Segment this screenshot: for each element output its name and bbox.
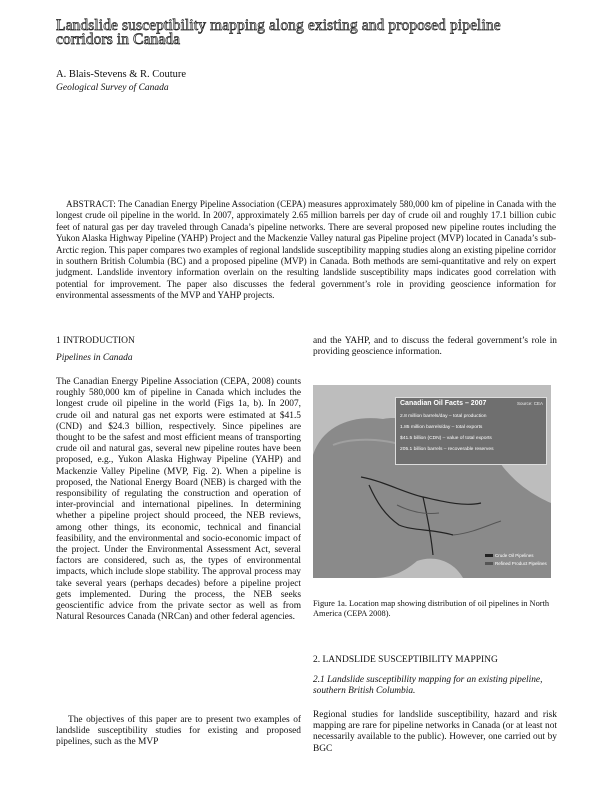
oil-fact-reserves: 205.1 billion barrels – recoverable reserves (400, 447, 494, 452)
figure-1a-map (313, 385, 551, 578)
section-1-subheading: Pipelines in Canada (56, 353, 133, 363)
oil-fact-export-value: $41.5 billion (CDN) – value of total exports (400, 436, 492, 441)
section-1-paragraph-1: The Canadian Energy Pipeline Association (CEPA, 2008) counts roughly 580,000 km of pipeline in Canada which includes the longest crude oil pipeline in the world (Figs 1a, b). In 2007, crude oil and natural gas net exports were estimated at $41.5 (CND) and $24.3 billion, respectively. Since pipelines are thought to be the safest and most efficient means of transporting crude oil and natural gas, several new pipeline routes have been proposed, e.g., Yukon Alaska Highway Pipeline (YAHP) and Mackenzie Valley Pipeline (MVP, Fig. 2). When a pipeline is proposed, the National Energy Board (NEB) is charged with the responsibility of regulating the construction and operation of inter-provincial and international pipelines. In determining whether a pipeline project should proceed, the NEB reviews, among other things, its economic, technical and financial feasibility, and the environmental and socio-economic impact of the project. Under the Environmental Assessment Act, several factors are considered, such as, the types of environmental impacts, which include slope stability. The approval process may take several years (perhaps decades) before a pipeline project gets implemented. During the process, the NEB seeks geoscientific advice from the private sector as well as from Natural Resources Canada (NRCan) and other federal agencies. (56, 377, 301, 623)
section-2-1-subheading: 2.1 Landslide susceptibility mapping for an existing pipeline, southern British Columbia. (313, 675, 543, 697)
section-1-paragraph-2: The objectives of this paper are to present two examples of landslide susceptibility studies for existing and proposed pipelines, such as the MVP (56, 715, 301, 748)
oil-facts-title: Canadian Oil Facts – 2007 (400, 400, 487, 407)
legend-crude-oil-label: Crude Oil Pipelines (495, 553, 534, 558)
column-2-continuation: and the YAHP, and to discuss the federal government’s role in providing geoscience information. (313, 336, 557, 358)
oil-fact-exports: 1.85 million barrels/day – total exports (400, 425, 483, 430)
affiliation: Geological Survey of Canada (56, 83, 169, 93)
legend-crude-oil (485, 553, 534, 558)
section-2-heading: 2. LANDSLIDE SUSCEPTIBILITY MAPPING (313, 655, 498, 665)
oil-fact-production: 2.8 million barrels/day – total production (400, 414, 487, 419)
section-1-heading: 1 INTRODUCTION (56, 336, 135, 346)
legend-refined-product-label: Refined Product Pipelines (495, 561, 547, 566)
legend-refined-product (485, 561, 547, 566)
oil-facts-box (395, 397, 547, 465)
figure-1a-caption: Figure 1a. Location map showing distribution of oil pipelines in North America (CEPA 2008). (313, 599, 550, 618)
paper-title: Landslide susceptibility mapping along existing and proposed pipeline corridors in Canada (56, 17, 501, 48)
oil-facts-source: Source: CEA (516, 401, 543, 406)
section-2-1-paragraph: Regional studies for landslide susceptibility, hazard and risk mapping are rare for pipeline networks in Canada (or at least not necessarily available to the public). However, one carried out by BGC (313, 710, 557, 754)
crude-oil-swatch (485, 554, 493, 557)
refined-product-swatch (485, 562, 493, 565)
authors: A. Blais-Stevens & R. Couture (56, 69, 187, 80)
abstract: ABSTRACT: The Canadian Energy Pipeline Association (CEPA) measures approximately 580,000 km of pipeline in Canada with the longest crude oil pipeline in the world. In 2007, approximately 2.65 million barrels per day of crude oil and roughly 17.1 billion cubic feet of natural gas per day traveled through Canada’s pipeline networks. There are several proposed new pipeline routes including the Yukon Alaska Highway Pipeline (YAHP) Project and the Mackenzie Valley natural gas Pipeline project (MVP) located in Canada’s sub-Arctic region. This paper compares two examples of regional landslide susceptibility mapping studies along an existing pipeline corridor in southern British Columbia (BC) and a proposed pipeline (MVP) in Canada. Both methods are semi-quantitative and rely on expert judgment. Landslide inventory information overlain on the resulting landslide susceptibility maps indicates good correlation with potential for improvement. The paper also discusses the federal government’s role in providing geoscience information for environmental assessments of the MVP and YAHP projects. (56, 199, 556, 301)
